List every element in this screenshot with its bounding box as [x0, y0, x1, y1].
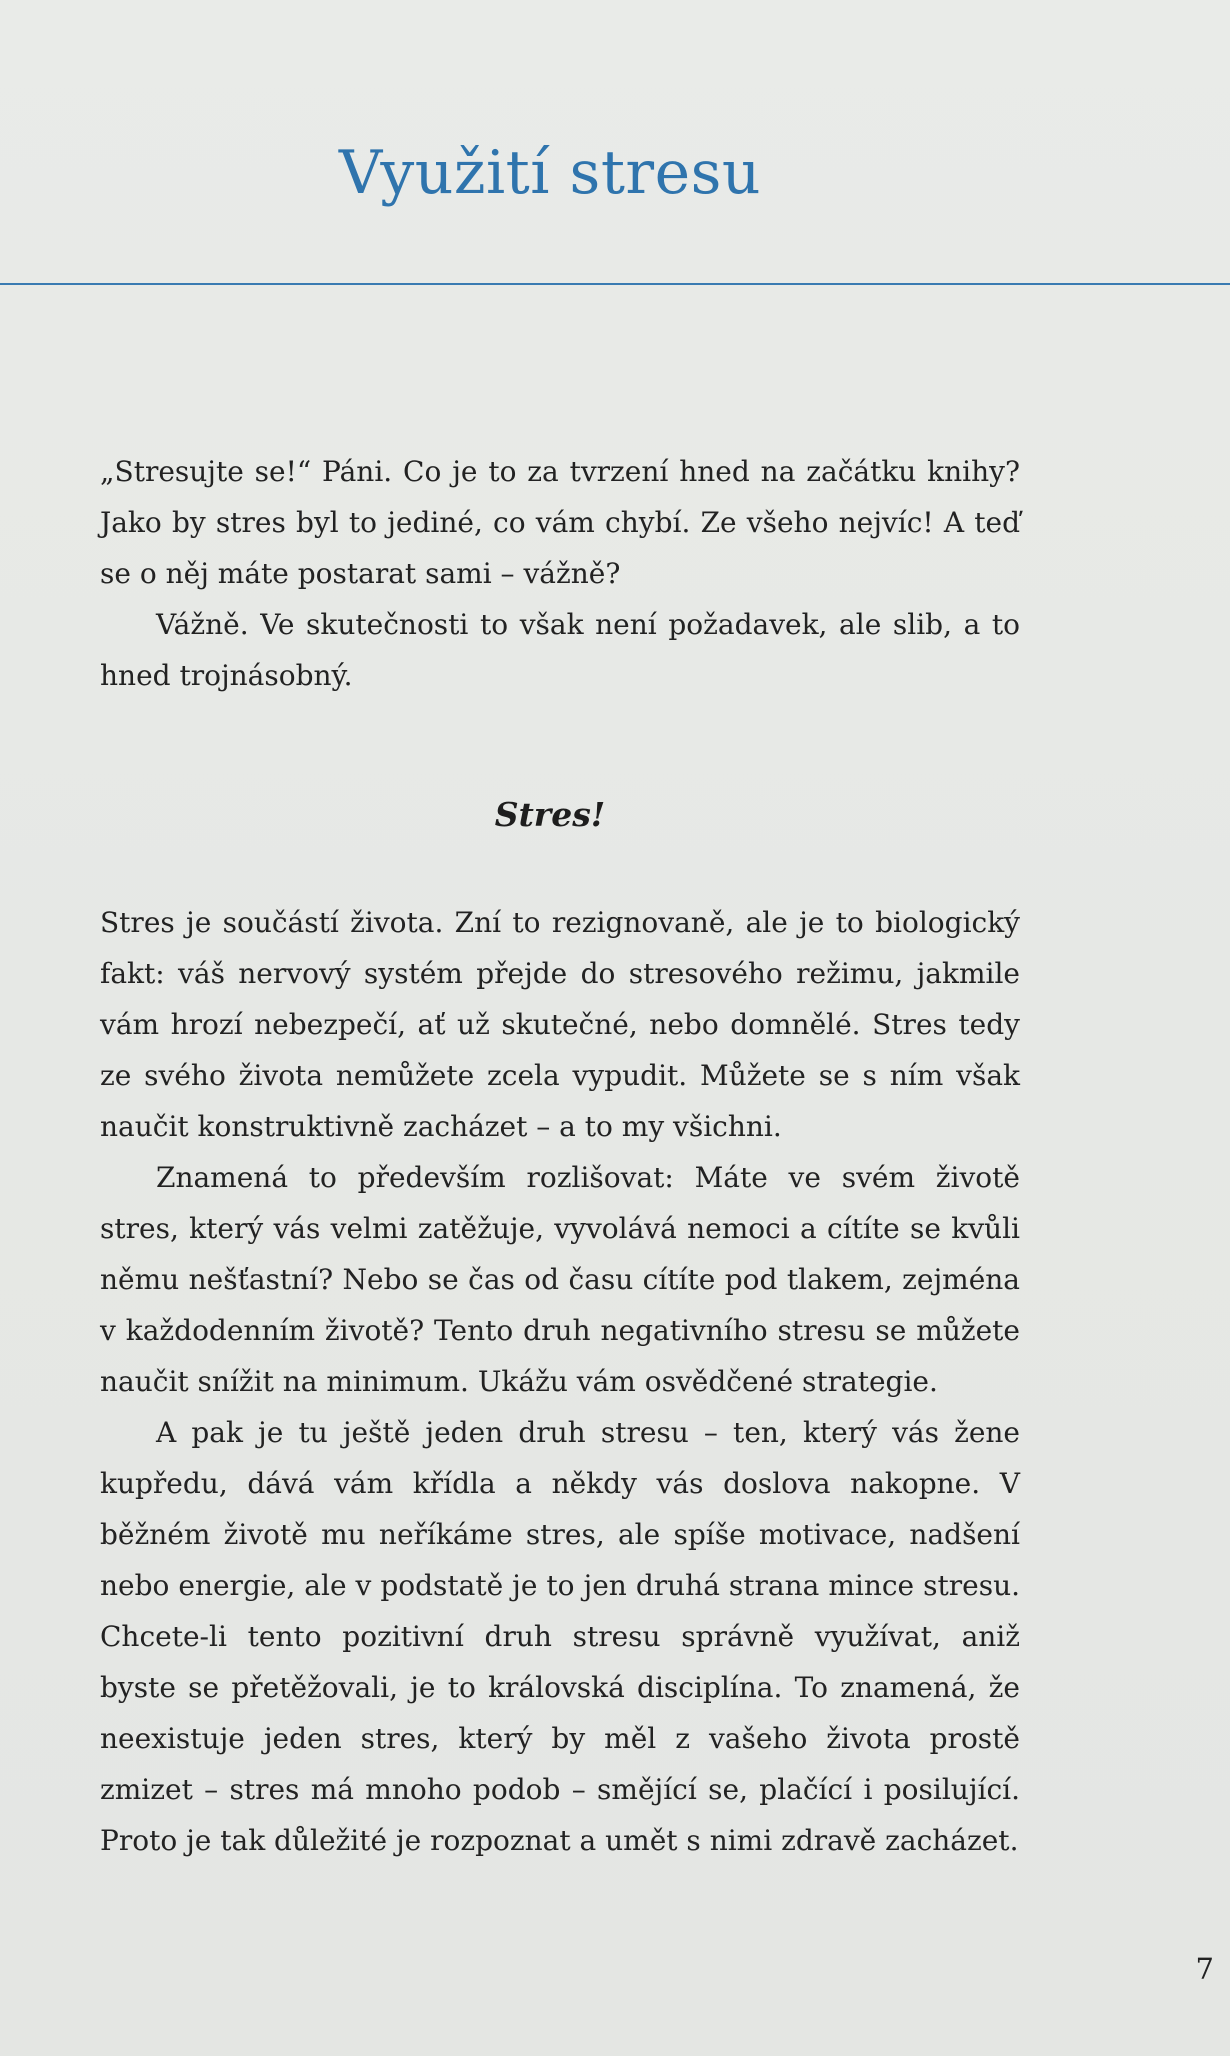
page-number: 7	[1195, 1952, 1214, 1986]
intro-paragraph: „Stresujte se!“ Páni. Co je to za tvrzení hned na začátku knihy? Jako by stres byl to jediné, co vám chybí. Ze všeho nejvíc! A teď se o něj máte postarat sami – vážně?	[100, 455, 1020, 590]
intro-paragraph: Vážně. Ve skutečnosti to však není požadavek, ale slib, a to hned trojnásobný.	[100, 608, 1020, 692]
section-heading: Stres!	[494, 795, 606, 834]
section-text	[100, 897, 1020, 1866]
section-paragraph: Stres je součástí života. Zní to rezignovaně, ale je to biologický fakt: váš nervový systém přejde do stresového režimu, jakmile vám hrozí nebezpečí, ať už skutečné, nebo domnělé. Stres tedy ze svého života nemůžete zcela vypudit. Můžete se s ním však naučit konstruktivně zacházet – a to my všichni.	[100, 906, 1020, 1143]
intro-text	[100, 446, 1020, 701]
chapter-title: Využití stresu	[338, 138, 762, 208]
section-paragraph: A pak je tu ještě jeden druh stresu – ten, který vás žene kupředu, dává vám křídla a někdy vás doslova nakopne. V běžném životě mu neříkáme stres, ale spíše motivace, nadšení nebo energie, ale v podstatě je to jen druhá strana mince stresu. Chcete-li tento pozitivní druh stresu správně využívat, aniž byste se přetěžovali, je to královská disciplína. To znamená, že neexistuje jeden stres, který by měl z vašeho života prostě zmizet – stres má mnoho podob – smějící se, plačící i posilující. Proto je tak důležité je rozpoznat a umět s nimi zdravě zacházet.	[100, 1416, 1020, 1857]
title-divider	[0, 283, 1230, 285]
section-paragraph: Znamená to především rozlišovat: Máte ve svém životě stres, který vás velmi zatěžuje, vyvolává nemoci a cítíte se kvůli němu nešťastní? Nebo se čas od času cítíte pod tlakem, zejména v každodenním životě? Tento druh negativního stresu se můžete naučit snížit na minimum. Ukážu vám osvědčené strategie.	[100, 1161, 1020, 1398]
